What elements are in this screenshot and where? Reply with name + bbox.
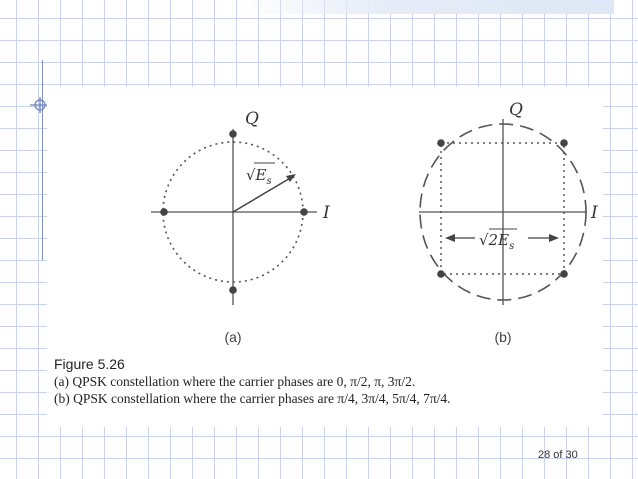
constellation-b-point-tr — [560, 139, 568, 147]
vector-magnitude-label: $√E_s$ — [246, 166, 272, 187]
constellation-a-point-bottom — [229, 286, 237, 294]
sublabel-b: (b) — [494, 329, 512, 345]
constellation-b — [419, 100, 598, 345]
axis-q-label-a: Q — [245, 109, 259, 129]
constellation-b-point-tl — [437, 139, 445, 147]
caption-title: Figure 5.26 — [54, 356, 125, 372]
constellation-a-point-top — [229, 130, 237, 138]
left-vertical-rule — [42, 60, 43, 260]
page-number: 28 of 30 — [538, 449, 578, 461]
axis-i-label-b: I — [591, 203, 598, 223]
constellation-diagrams — [47, 87, 603, 355]
sublabel-a: (a) — [224, 329, 242, 345]
axis-i-label-a: I — [323, 203, 330, 223]
constellation-b-point-bl — [437, 270, 445, 278]
caption-line-a: (a) QPSK constellation where the carrier phases are 0, π/2, π, 3π/2. — [54, 374, 416, 389]
constellation-a-point-left — [160, 208, 168, 216]
figure-caption — [54, 355, 594, 407]
top-decorative-band — [236, 0, 614, 14]
caption-line-b: (b) QPSK constellation where the carrier phases are π/4, 3π/4, 5π/4, 7π/4. — [54, 391, 451, 406]
distance-arrow-right-icon — [549, 234, 559, 242]
constellation-a-point-right — [300, 208, 308, 216]
figure-panel — [47, 87, 603, 427]
constellation-b-point-br — [560, 270, 568, 278]
distance-arrow-left-icon — [445, 234, 455, 242]
axis-q-label-b: Q — [509, 100, 523, 120]
distance-label: $√2E_s$ — [479, 231, 515, 252]
constellation-a — [151, 109, 330, 345]
